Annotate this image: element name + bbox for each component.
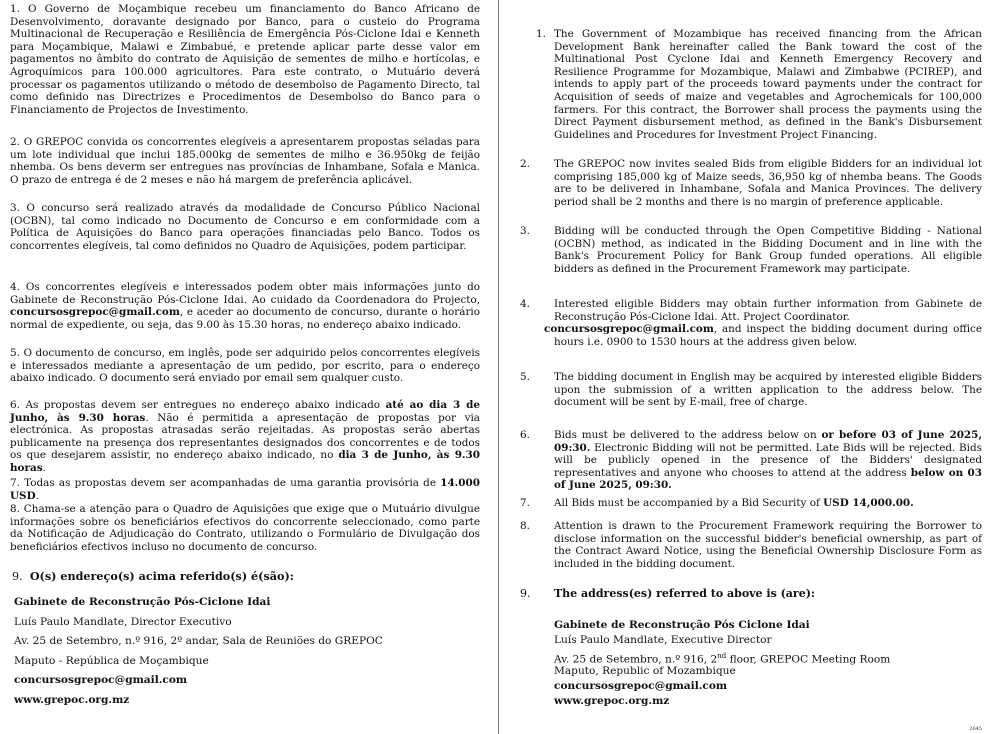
en-paragraph-2: The GREPOC now invites sealed Bids from eligible Bidders for an individual lot comprising 185,000 kg of Maize seeds, 36,950 kg of nhemba beans. The Goods are to be delivered in Inhambane, Sofala and Manica Provinces. The delivery period shall be 2 months and there is no margin of preference applicable. [554, 158, 982, 208]
pt-address-office: Gabinete de Reconstrução Pós-Ciclone Idai [14, 596, 271, 608]
en-number-4: 4. [520, 298, 530, 310]
column-divider [498, 0, 499, 734]
en-paragraph-8: Attention is drawn to the Procurement Framework requiring the Borrower to disclose information on the successful bidder's beneficial ownership, as part of the Contract Award Notice, using the Beneficial Ownership Disclosure Form as included in the bidding document. [554, 520, 982, 570]
pt-address-website[interactable]: www.grepoc.org.mz [14, 693, 130, 706]
pt-paragraph-7: 7. Todas as propostas devem ser acompanhadas de uma garantia provisória de 14.000 USD. [10, 477, 480, 502]
pt-address-email[interactable]: concursosgrepoc@gmail.com [14, 674, 188, 686]
en-address-person: Luís Paulo Mandlate, Executive Director [554, 634, 772, 647]
en-paragraph-3: Bidding will be conducted through the Open Competitive Bidding - National (OCBN) method, as indicated in the Bidding Document and in line with the Bank's Procurement Policy for Bank Group funded operations. All eligible bidders as defined in the Procurement Framework may participate. [554, 225, 982, 275]
en-address-office: Gabinete de Reconstrução Pós Ciclone Idai [554, 619, 810, 631]
pt-paragraph-2: 2. O GREPOC convida os concorrentes elegíveis a apresentarem propostas seladas para um lote individual que inclui 185.000kg de sementes de milho e 36.950kg de feijão nhemba. Os bens deverm ser entregues nas províncias de Inhambane, Sofala e Manica. O prazo de entrega é de 2 meses e não há margem de preferência aplicável. [10, 136, 481, 186]
pt-address-city: Maputo - República de Moçambique [14, 654, 209, 667]
en-number-2: 2. [520, 158, 530, 170]
pt-paragraph-6: 6. As propostas devem ser entregues no endereço abaixo indicado até ao dia 3 de Junho, às 9.30 horas. Não é permitida a apresentação de propostas por via electrónica. As propostas atrasadas serão rejeitadas. As propostas serão abertas publicamente na presença dos representantes designados dos concorrentes e de todos os que desejarem assistir, no endereço abaixo indicado, no dia 3 de Junho, às 9.30 horas. [10, 399, 480, 474]
en-address-heading: The address(es) referred to above is (are): [554, 587, 815, 600]
pt-paragraph-1: 1. O Governo de Moçambique recebeu um financiamento do Banco Africano de Desenvolvimento, doravante designado por Banco, para o custeio do Programa Multinacional de Recuperação e Resiliência de Emergência Pós-Ciclone Idai e Kenneth para Moçambique, Malawi e Zimbabué, e pretende aplicar parte desse valor em pagamentos no âmbito do contrato de Aquisição de sementes de milho e hortícolas, e Agroquímicos para 100.000 agricultores. Para este contrato, o Mutuário deverá processar os pagamentos utilizando o método de desembolso de Pagamento Directo, tal como definido nas Directrizes e Procedimentos de Desembolso do Banco para o Financiamento de Projectos de Investimento. [10, 3, 481, 116]
pt-address-person: Luís Paulo Mandlate, Director Executivo [14, 615, 232, 628]
en-number-1: 1. [536, 28, 546, 40]
en-number-9: 9. [520, 587, 531, 600]
en-number-8: 8. [520, 520, 530, 532]
en-address-street: Av. 25 de Setembro, n.º 916, 2nd floor, GREPOC Meeting Room [554, 651, 891, 666]
en-number-3: 3. [520, 225, 530, 237]
en-paragraph-5: The bidding document in English may be acquired by interested eligible Bidders upon the submission of a written application to the address below. The document will be sent by E-mail, free of charge. [554, 371, 982, 409]
pt-email-inline[interactable]: concursosgrepoc@gmail.com [10, 306, 180, 319]
en-number-5: 5. [520, 371, 530, 383]
pt-address-block [14, 596, 383, 713]
en-paragraph-6: Bids must be delivered to the address below on or before 03 of June 2025, 09:30. Electronic Bidding will not be permitted. Late Bids will be rejected. Bids will be publicly opened in the presence of the Bidders' designated representatives and anyone who chooses to attend at the address below on 03 of June 2025, 09:30. [554, 429, 983, 492]
en-address-block [554, 619, 890, 711]
en-number-7: 7. [520, 497, 530, 509]
en-address-website[interactable]: www.grepoc.org.mz [554, 695, 670, 708]
pt-address-street: Av. 25 de Setembro, n.º 916, 2º andar, Sala de Reuniões do GREPOC [14, 635, 383, 647]
en-paragraph-1: The Government of Mozambique has received financing from the African Development Bank hereinafter called the Bank toward the cost of the Multinational Post Cyclone Idai and Kenneth Emergency Recovery and Resilience Programme for Mozambique, Malawi and Zimbabwe (PCIREP), and intends to apply part of the proceeds toward payments under the contract for Acquisition of seeds of maize and vegetables and Agrochemicals for 100,000 farmers. For this contract, the Borrower shall process the payments using the Direct Payment disbursement method, as defined in the Bank's Disbursement Guidelines and Procedures for Investment Project Financing. [554, 28, 982, 141]
en-number-6: 6. [520, 429, 530, 441]
en-paragraph-4: Interested eligible Bidders may obtain further information from Gabinete de Reconstrução Pós-Ciclone Idai. Att. Project Coordinator. concursosgrepoc@gmail.com, and inspect the bidding document during office hours i.e. 0900 to 1530 hours at the address given below. [544, 298, 982, 348]
pt-paragraph-4: 4. Os concorrentes elegíveis e interessados podem obter mais informações junto do Gabinete de Reconstrução Pós-Ciclone Idai. Ao cuidado da Coordenadora do Projecto, concursosgrepoc@gmail.com, e aceder ao documento de concurso, durante o horário normal de expediente, ou seja, das 9.00 às 15.30 horas, no endereço abaixo indicado. [10, 281, 480, 331]
pt-paragraph-5: 5. O documento de concurso, em inglês, pode ser adquirido pelos concorrentes elegíveis e interessados mediante a apresentação de um pedido, por escrito, para o endereço abaixo indicado. O documento será enviado por email sem qualquer custo. [10, 347, 480, 385]
en-address-city: Maputo, Republic of Mozambique [554, 664, 736, 677]
pt-paragraph-8: 8. Chama-se a atenção para o Quadro de Aquisições que exige que o Mutuário divulgue informações sobre os beneficiários efectivos do concorrente seleccionado, como parte da Notificação de Adjudicação do Contrato, utilizando o Formulário de Divulgação dos beneficiários efectivos incluso no documento de concurso. [10, 503, 480, 553]
pt-address-heading: 9. O(s) endereço(s) acima referido(s) é(são): [12, 569, 294, 583]
en-email-inline[interactable]: concursosgrepoc@gmail.com [544, 323, 714, 336]
en-address-email[interactable]: concursosgrepoc@gmail.com [554, 680, 728, 693]
pt-paragraph-3: 3. O concurso será realizado através da modalidade de Concurso Público Nacional (OCBN), tal como indicado no Documento de Concurso e em conformidade com a Política de Aquisições do Banco para operações financiadas pelo Banco. Todos os concorrentes elegíveis, tal como definidos no Quadro de Aquisições, podem participar. [10, 202, 480, 252]
footer-code: 2645 [969, 726, 982, 732]
en-paragraph-7: All Bids must be accompanied by a Bid Security of USD 14,000.00. [554, 497, 914, 509]
